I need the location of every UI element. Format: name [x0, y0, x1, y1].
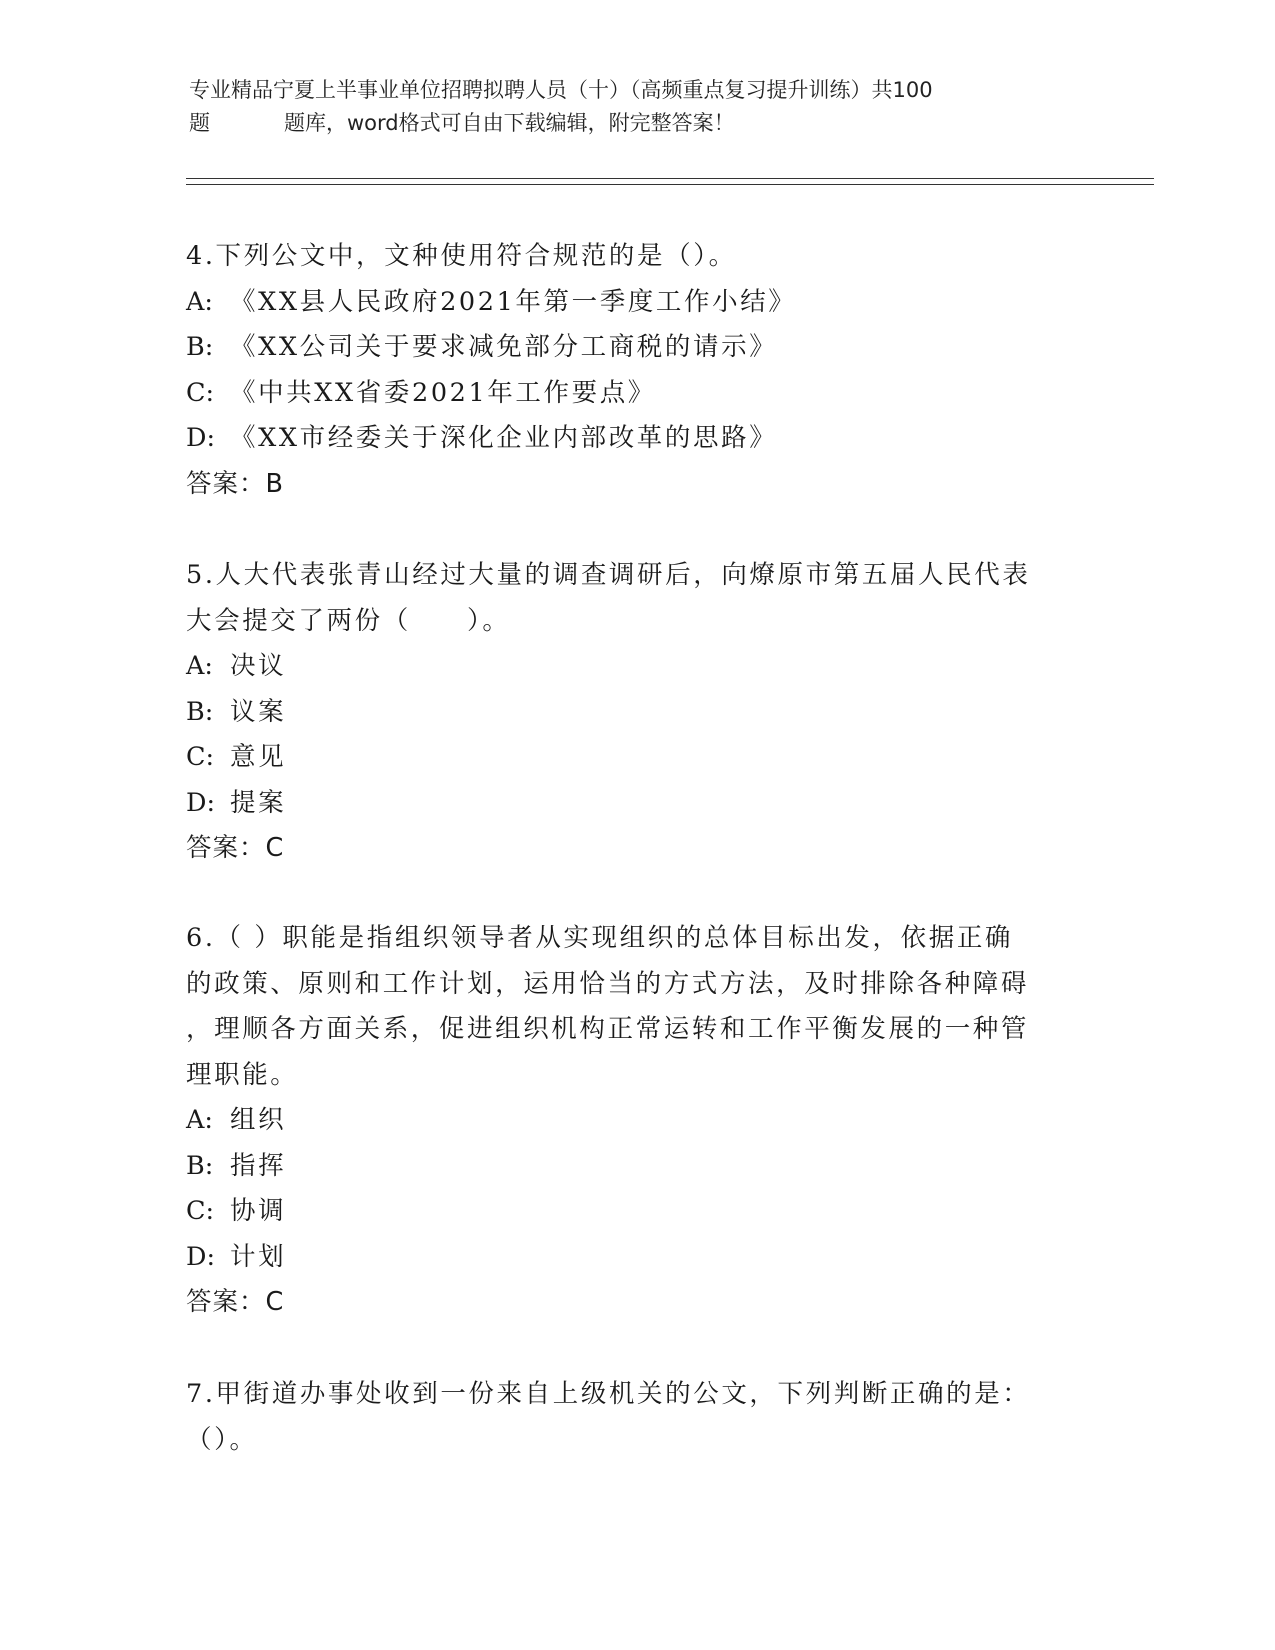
option-d: [186, 1235, 1066, 1281]
question-4: [186, 234, 1066, 507]
header-line-2-col-1: 题: [189, 111, 210, 135]
option-label: B:: [186, 332, 214, 362]
question-stem-line-2: 的政策、原则和工作计划，运用恰当的方式方法，及时排除各种障碍: [186, 968, 1030, 999]
option-a: [186, 644, 1066, 690]
option-text: 计划: [230, 1241, 287, 1272]
option-d: [186, 416, 1066, 462]
option-a: [186, 280, 1066, 326]
question-stem-line-4: 理职能。: [186, 1059, 299, 1090]
document-header: [189, 74, 1089, 140]
header-line-2: [189, 107, 1089, 140]
question-7: [186, 1372, 1066, 1463]
option-text: 《中共XX省委2021年工作要点》: [230, 377, 656, 408]
question-stem: 4.下列公文中，文种使用符合规范的是（）。: [186, 241, 737, 271]
question-stem-line-2: （）。: [186, 1424, 258, 1455]
option-text: 决议: [230, 651, 287, 681]
header-line-2-col-2: 题库，word格式可自由下载编辑，附完整答案！: [284, 111, 735, 135]
question-stem-line-1: 6.（ ）职能是指组织领导者从实现组织的总体目标出发，依据正确: [186, 923, 1014, 953]
option-a: [186, 1098, 1066, 1144]
option-label: B:: [186, 1150, 214, 1181]
question-stem-line-1: 5.人大代表张青山经过大量的调查调研后，向燎原市第五届人民代表: [186, 560, 1031, 590]
option-label: A:: [186, 651, 214, 681]
option-label: C:: [186, 377, 215, 408]
option-text: 《XX公司关于要求减免部分工商税的请示》: [230, 332, 778, 362]
answer: 答案：C: [186, 1287, 285, 1317]
header-rule-bottom: [186, 184, 1154, 185]
option-b: [186, 690, 1066, 736]
option-label: A:: [186, 286, 214, 317]
option-text: 《XX县人民政府2021年第一季度工作小结》: [230, 286, 797, 317]
question-stem-line-3: ，理顺各方面关系，促进组织机构正常运转和工作平衡发展的一种管: [186, 1014, 1030, 1044]
option-b: [186, 325, 1066, 371]
question-stem-line-1: 7.甲街道办事处收到一份来自上级机关的公文，下列判断正确的是：: [186, 1379, 1031, 1409]
option-text: 指挥: [230, 1150, 287, 1181]
option-text: 提案: [230, 787, 287, 818]
option-d: [186, 781, 1066, 827]
option-label: C:: [186, 1196, 215, 1226]
question-5: [186, 553, 1066, 872]
option-b: [186, 1144, 1066, 1190]
option-label: D:: [186, 787, 216, 818]
header-rule-top: [186, 178, 1154, 179]
option-text: 《XX市经委关于深化企业内部改革的思路》: [230, 423, 778, 453]
answer: 答案：B: [186, 468, 284, 499]
question-stem-line-2: 大会提交了两份（ ）。: [186, 605, 511, 636]
option-text: 意见: [230, 742, 287, 772]
option-c: [186, 1189, 1066, 1235]
option-label: D:: [186, 423, 216, 453]
answer: 答案：C: [186, 833, 285, 863]
option-label: A:: [186, 1105, 214, 1135]
option-label: C:: [186, 742, 215, 772]
option-text: 组织: [230, 1105, 287, 1135]
option-label: B:: [186, 696, 214, 727]
option-c: [186, 735, 1066, 781]
option-text: 协调: [230, 1196, 287, 1226]
option-text: 议案: [230, 696, 287, 727]
header-line-1: 专业精品宁夏上半事业单位招聘拟聘人员（十）（高频重点复习提升训练）共100: [189, 78, 933, 102]
question-6: [186, 916, 1066, 1326]
option-c: [186, 371, 1066, 417]
option-label: D:: [186, 1241, 216, 1272]
